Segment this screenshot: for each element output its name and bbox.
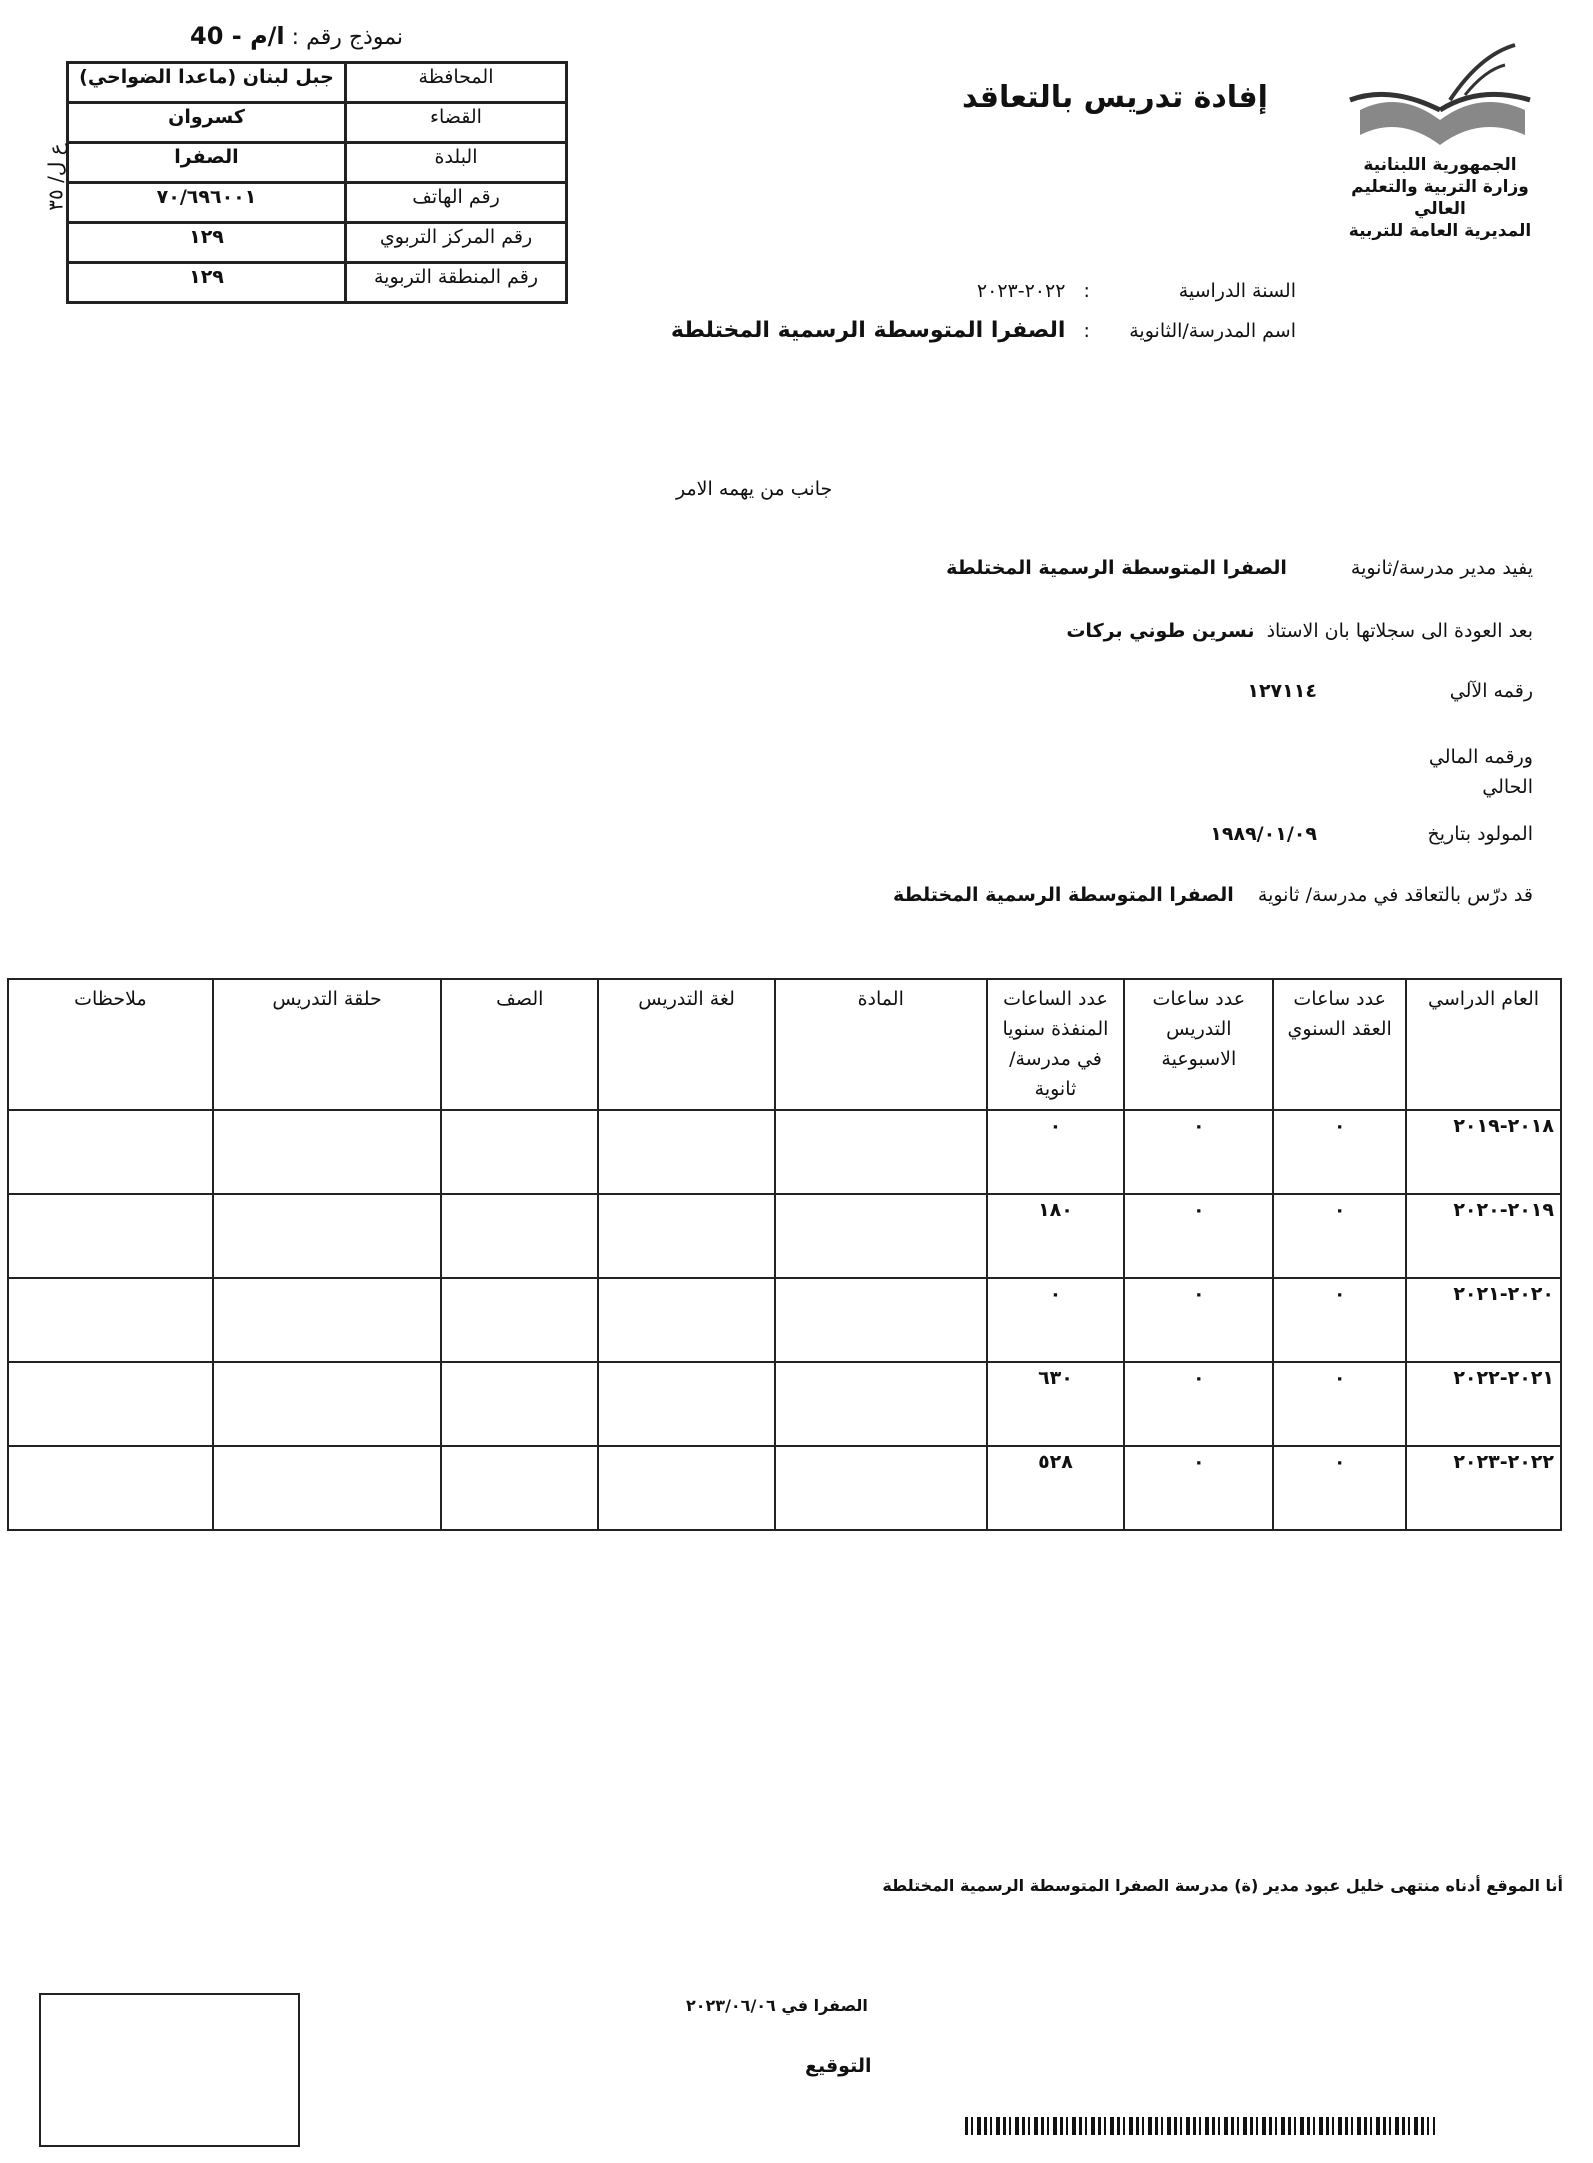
logo-line-1: الجمهورية اللبنانية: [1363, 155, 1517, 175]
table-cell: [775, 1362, 987, 1446]
info-label: البلدة: [346, 143, 567, 183]
academic-year-value: ٢٠٢٢-٢٠٢٣: [976, 280, 1066, 302]
table-cell: [213, 1278, 442, 1362]
table-cell: [598, 1278, 775, 1362]
table-cell: [441, 1110, 598, 1194]
table-cell: ٠: [987, 1278, 1125, 1362]
column-header: عدد الساعات المنفذة سنويا في مدرسة/ثانوية: [987, 979, 1125, 1110]
teacher-name: نسرين طوني بركات: [1066, 620, 1255, 642]
table-cell: [8, 1446, 213, 1530]
table-row: [8, 1194, 1561, 1278]
academic-year-label: السنة الدراسية: [1178, 280, 1296, 302]
info-row: [68, 183, 567, 223]
taught-school: الصفرا المتوسطة الرسمية المختلطة: [892, 884, 1234, 906]
table-cell: [441, 1278, 598, 1362]
addressee: جانب من يهمه الامر: [676, 478, 833, 500]
info-row: [68, 63, 567, 103]
info-value: جبل لبنان (ماعدا الضواحي): [68, 63, 346, 103]
table-cell: ٠: [1124, 1446, 1273, 1530]
stamp-box: [39, 1993, 300, 2147]
table-cell: [213, 1110, 442, 1194]
taught-line: [893, 884, 1533, 906]
director-school: الصفرا المتوسطة الرسمية المختلطة: [946, 557, 1287, 579]
info-value: الصفرا: [68, 143, 346, 183]
info-row: [68, 263, 567, 303]
academic-year-line: [977, 280, 1296, 302]
table-cell: ٢٠١٨-٢٠١٩: [1406, 1110, 1561, 1194]
table-cell: [8, 1278, 213, 1362]
info-value: ١٢٩: [68, 263, 346, 303]
table-cell: ٥٢٨: [987, 1446, 1125, 1530]
document-title: إفادة تدريس بالتعاقد: [962, 80, 1268, 115]
column-header: عدد ساعات العقد السنوي: [1273, 979, 1406, 1110]
birth-date: ١٩٨٩/٠١/٠٩: [1210, 823, 1317, 845]
table-cell: [441, 1194, 598, 1278]
date-line: الصفرا في ٢٠٢٣/٠٦/٠٦: [686, 1996, 868, 2015]
table-cell: ٢٠٢٠-٢٠٢١: [1406, 1278, 1561, 1362]
side-note: ع ل/ ٣٥: [43, 143, 68, 211]
school-name-line: [671, 318, 1296, 343]
table-row: [8, 1362, 1561, 1446]
table-row: [8, 1446, 1561, 1530]
info-label: القضاء: [346, 103, 567, 143]
table-cell: ٢٠١٩-٢٠٢٠: [1406, 1194, 1561, 1278]
column-header: المادة: [775, 979, 987, 1110]
table-cell: ١٨٠: [987, 1194, 1125, 1278]
info-box: [66, 61, 568, 304]
auto-number-line: [1247, 680, 1533, 702]
logo-line-3: المديرية العامة للتربية: [1348, 221, 1532, 241]
table-cell: [775, 1446, 987, 1530]
table-cell: ٠: [1273, 1446, 1406, 1530]
info-label: رقم الهاتف: [346, 183, 567, 223]
director-label: يفيد مدير مدرسة/ثانوية: [1350, 557, 1533, 579]
table-cell: ٠: [1273, 1362, 1406, 1446]
column-header: العام الدراسي: [1406, 979, 1561, 1110]
table-cell: ٠: [1273, 1110, 1406, 1194]
open-book-icon: [1340, 40, 1540, 150]
table-cell: [775, 1110, 987, 1194]
finance-number-line: [1413, 742, 1533, 802]
school-name-value: الصفرا المتوسطة الرسمية المختلطة: [670, 318, 1066, 343]
finance-number-label: ورقمه المالي الحالي: [1428, 746, 1533, 798]
declaration: أنا الموقع أدناه منتهى خليل عبود مدير (ة) مدرسة الصفرا المتوسطة الرسمية المختلطة: [882, 1876, 1563, 1895]
auto-number-value: ١٢٧١١٤: [1247, 680, 1317, 702]
table-row: [8, 1278, 1561, 1362]
table-cell: [8, 1362, 213, 1446]
table-cell: [775, 1278, 987, 1362]
colon: :: [1071, 320, 1090, 342]
table-cell: [598, 1194, 775, 1278]
table-cell: [8, 1110, 213, 1194]
auto-number-label: رقمه الآلي: [1449, 680, 1533, 702]
column-header: الصف: [441, 979, 598, 1110]
birth-label: المولود بتاريخ: [1427, 823, 1533, 845]
table-cell: ٠: [1124, 1110, 1273, 1194]
table-cell: ٢٠٢١-٢٠٢٢: [1406, 1362, 1561, 1446]
column-header: لغة التدريس: [598, 979, 775, 1110]
taught-label: قد درّس بالتعاقد في مدرسة/ ثانوية: [1257, 884, 1533, 906]
table-cell: ٠: [1273, 1194, 1406, 1278]
barcode: [965, 2117, 1435, 2135]
table-cell: [598, 1446, 775, 1530]
logo-line-2: وزارة التربية والتعليم العالي: [1351, 177, 1529, 219]
info-label: رقم المركز التربوي: [346, 223, 567, 263]
table-cell: [8, 1194, 213, 1278]
ministry-logo: [1330, 40, 1550, 255]
birth-line: [1210, 823, 1533, 845]
table-cell: [598, 1110, 775, 1194]
form-number: نموذج رقم : ا/م - 40: [190, 22, 404, 50]
info-value: ١٢٩: [68, 223, 346, 263]
signature-label: التوقيع: [805, 2055, 872, 2077]
form-number-value: ا/م - 40: [190, 22, 285, 50]
teaching-hours-table: [7, 978, 1562, 1531]
table-cell: ٠: [1273, 1278, 1406, 1362]
table-cell: [775, 1194, 987, 1278]
table-cell: ٠: [1124, 1278, 1273, 1362]
table-cell: ٠: [987, 1110, 1125, 1194]
column-header: ملاحظات: [8, 979, 213, 1110]
info-label: رقم المنطقة التربوية: [346, 263, 567, 303]
table-cell: ٢٠٢٢-٢٠٢٣: [1406, 1446, 1561, 1530]
info-label: المحافظة: [346, 63, 567, 103]
column-header: حلقة التدريس: [213, 979, 442, 1110]
table-cell: [598, 1362, 775, 1446]
table-cell: [213, 1194, 442, 1278]
director-line: [946, 557, 1533, 579]
colon: :: [1071, 280, 1090, 302]
school-name-label: اسم المدرسة/الثانوية: [1129, 320, 1296, 342]
table-cell: [441, 1362, 598, 1446]
table-cell: [213, 1446, 442, 1530]
info-row: [68, 143, 567, 183]
table-cell: [441, 1446, 598, 1530]
info-value: كسروان: [68, 103, 346, 143]
table-cell: [213, 1362, 442, 1446]
info-value: ٧٠/٦٩٦٠٠١: [68, 183, 346, 223]
teacher-label: بعد العودة الى سجلاتها بان الاستاذ: [1266, 620, 1533, 642]
info-row: [68, 223, 567, 263]
table-cell: ٠: [1124, 1362, 1273, 1446]
table-row: [8, 1110, 1561, 1194]
table-cell: ٦٣٠: [987, 1362, 1125, 1446]
form-number-label: نموذج رقم: [306, 25, 404, 50]
info-row: [68, 103, 567, 143]
column-header: عدد ساعات التدريس الاسبوعية: [1124, 979, 1273, 1110]
teacher-line: [1066, 620, 1533, 642]
table-cell: ٠: [1124, 1194, 1273, 1278]
